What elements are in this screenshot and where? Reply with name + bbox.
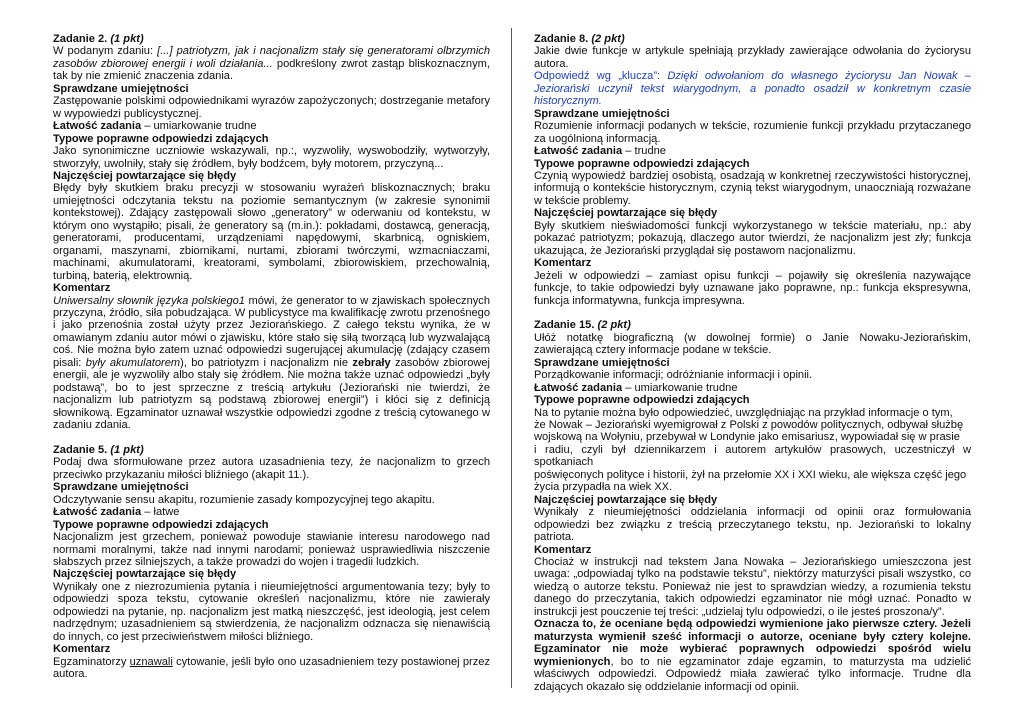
- right-column: [534, 33, 971, 693]
- task15-points: (2 pkt): [597, 319, 631, 332]
- task2-ease: [53, 120, 490, 132]
- task2-quote: [...] patriotyzm, jak i nacjonalizm stały się generatorami olbrzymich zasobów zbiorowej energii i woli działania...: [53, 45, 490, 70]
- task8-ease-label: Łatwość zadania: [534, 145, 623, 158]
- task15-title: Zadanie 15.: [534, 319, 595, 332]
- task8-skills-heading: Sprawdzane umiejętności: [534, 107, 670, 120]
- task5-comment: [53, 656, 490, 681]
- task15-final: , bo to nie egzaminator zdaje egzamin, to maturzysta ma udzielić właściwych odpowiedzi. Odpowiedź miała zawierać tylko informacje. Trudne dla zdających okazało się oddzielanie informacji od opinii.: [534, 655, 971, 693]
- task5-comment-b: cytowanie, jeśli było ono uzasadnieniem tezy postawionej przez autora.: [53, 655, 490, 681]
- task8-comment: Jeżeli w odpowiedzi – zamiast opisu funkcji – pojawiły się określenia nazywające funkcje, to takie odpowiedzi były uznawane jako poprawne, np.: funkcja ekspresywna, funkcja informatywna, funkcja impresywna.: [534, 269, 971, 307]
- task15-errors-heading: Najczęściej powtarzające się błędy: [534, 493, 718, 506]
- task5-errors-heading: Najczęściej powtarzające się błędy: [53, 568, 237, 581]
- task15-answers-line-2: że Nowak – Jeziorański wyemigrował z Polski z powodów politycznych, odbywał służbę wojskową na Wołyniu, przebywał w Londynie jako emisariusz, wypowiadał się w prasie: [534, 419, 964, 444]
- task2-comment-b: ), bo patriotyzm i nacjonalizm nie: [180, 356, 353, 369]
- task5-answers: Nacjonalizm jest grzechem, ponieważ powoduje stawianie interesu narodowego nad normami moralnymi, także nad innymi narodami; ponieważ usprawiedliwia niszczenie słabszych przez silniejszych, a także prowadzi do wojen i tragedii ludzkich.: [53, 531, 490, 569]
- task8-points: (2 pkt): [591, 33, 625, 45]
- task8-key-answer: [534, 70, 971, 107]
- task15-answers-line-3: i radiu, czyli był dziennikarzem i autorem artykułów prasowych, uczestniczył w spotkaniach: [534, 443, 971, 469]
- task5-title: Zadanie 5.: [53, 443, 108, 456]
- task5-ease-label: Łatwość zadania: [53, 506, 142, 519]
- left-column: [53, 33, 490, 681]
- task2-answers: Jako synonimiczne uczniowie wskazywali, np.:, wyzwoliły, wyswobodziły, wytworzyły, stworzyły, uwolniły, stały się źródłem, były bodźcem, były motorem, przyczyną...: [53, 145, 490, 170]
- task15-answers-heading: Typowe poprawne odpowiedzi zdających: [534, 394, 750, 407]
- task2-comment-emph: zebrały: [352, 356, 391, 369]
- task15-ease-value: – umiarkowanie trudne: [622, 381, 738, 394]
- task2-prompt-b: podkreślony zwrot zastąp bliskoznacznym, tak by nie zmienić znaczenia zdania.: [53, 57, 490, 83]
- task15-comment: Chociaż w instrukcji nad tekstem Jana Nowaka – Jeziorańskiego umieszczona jest uwaga: „odpowiadaj tylko na podstawie tekstu”, niektórzy maturzyści pisali wszystko, co wiedzą o autorze tekstu. Ponieważ nie jest to sprawdzian wiedzy, a rozumienia tekstu danego do przeczytania, takich odpowiedzi egzaminator nie mógł uznać. Ponadto w instrukcji jest pouczenie tej treści: „udzielaj tylu odpowiedzi, o ile jesteś proszona/y”.: [534, 556, 971, 618]
- task15-prompt: Ułóż notatkę biograficzną (w dowolnej formie) o Janie Nowaku-Jeziorańskim, zawierającą cztery informacje podane w tekście.: [534, 331, 971, 357]
- task2-prompt: [53, 45, 490, 82]
- task15-heading: [534, 319, 971, 331]
- task15-errors: Wynikały z nieumiejętności oddzielania informacji od opinii oraz formułowania odpowiedzi bez związku z treścią przeczytanego tekstu, np. Jeziorański to lokalny patriota.: [534, 506, 971, 544]
- task8-ease-value: – trudne: [622, 145, 666, 158]
- task2-comment-source: Uniwersalny słownik języka polskiego1: [53, 294, 245, 307]
- task2-skills: Zastępowanie polskimi odpowiednikami wyrazów zapożyczonych; dostrzeganie metafory w wypowiedzi publicystycznej.: [53, 95, 490, 120]
- task2-comment-quote: były akumulatorem: [85, 356, 181, 369]
- task2-answers-heading: Typowe poprawne odpowiedzi zdających: [53, 132, 269, 145]
- task5-heading: [53, 444, 490, 456]
- task2-comment-c: zasobów zbiorowej energii, ale je wyzwoliły albo stały się źródłem. Nie można także uznać odpowiedzi „były podstawą”, bo to jest sprzeczne z treścią artykułu (Jeziorański nie twierdzi, że nacjonalizm lub patriotyzm są podstawą zbiorowej energii”) i kłóci się z definicją słownikową. Egzaminator uznawał wszystkie odpowiedzi zgodne z treścią cytowanego w zadaniu zdania.: [53, 356, 491, 432]
- task15-ease-label: Łatwość zadania: [534, 381, 623, 394]
- task15-answers-line-4: poświęconych polityce i historii, żył na przełomie XX i XXI wieku, ale większa część jego życia przypadła na wiek XX.: [534, 468, 967, 494]
- task8-key-text: Dzięki odwołaniom do własnego życiorysu Jan Nowak – Jeziorański uczynił tekst wiarygodnym, a ponadto osadził w konkretnym czasie historycznym.: [534, 70, 971, 108]
- task2-comment-heading: Komentarz: [53, 282, 111, 295]
- task2-comment-a: mówi, że generator to w zjawiskach społecznych przyczyna, źródło, siła pobudzająca. W publicystyce ma kwalifikację zwrotu przenośnego i jako przenośnia został użyty przez Jeziorańskiego. Z całego tekstu wynika, że w omawianym zdaniu autor mówi o zjawisku, które stało się siłą tworzącą lub wyzwalającą coś. Nie można było zatem uznać odpowiedzi sugerującej akumulację (zdający czasem pisali:: [53, 294, 491, 369]
- task5-errors: Wynikały one z niezrozumienia pytania i nieumiejętności argumentowania tezy; były to odpowiedzi spoza tekstu, cytowanie określeń nacjonalizmu, które nie zawierały odpowiedzi na pytanie, np. nacjonalizm jest matką nieszczęść, jest ideologią, jest celem nadrzędnym; uzasadnieniem są stwierdzenia, że nacjonalizm odznacza się nienawiścią do innych, co jest przeciwieństwem miłości bliźniego.: [53, 580, 490, 643]
- task8-answers-heading: Typowe poprawne odpowiedzi zdających: [534, 157, 750, 170]
- task5-ease: [53, 506, 490, 518]
- task8-errors: Były skutkiem nieświadomości funkcji wykorzystanego w tekście materiału, np.: aby pokazać patriotyzm; pokazują, dlaczego autor twierdzi, że nacjonalizm jest zły; funkcja ukazująca, że Jeziorański przyglądał się postawom nacjonalizmu.: [534, 219, 971, 257]
- task5-skills: Odczytywanie sensu akapitu, rozumienie zasady kompozycyjnej tego akapitu.: [53, 493, 435, 506]
- task5-comment-a: Egzaminatorzy: [53, 655, 130, 668]
- task8-heading: [534, 33, 971, 45]
- task8-answers: Czynią wypowiedź bardziej osobistą, osadzają w konkretnej rzeczywistości historycznej, informują o kontekście historycznym, czynią tekst wiarygodnym, unaoczniają rozważane w tekście problemy.: [534, 169, 971, 207]
- task2-errors: Błędy były skutkiem braku precyzji w stosowaniu wyrażeń bliskoznacznych; braku umiejętności odczytania tekstu na poziomie semantycznym (w zakresie synonimii kontekstowej). Zdający zastępowali słowo „generatory” w oderwaniu od kontekstu, w którym ono wystąpiło; pisali, że generatory są (m.in.): pokładami, dostawcą, generacją, generatorami, producentami, urządzeniami napędowymi, skarbnicą, ogniskiem, organami, maszynami, zbiornikami, nurtami, zbiorami twórczymi, wzmacniaczami, machinami, akumulatorami, kreatorami, symbolami, zbiorowiskiem, przechowalnią, turbiną, baterią, elektrownią.: [53, 182, 490, 282]
- task5-points: (1 pkt): [110, 443, 144, 456]
- task8-ease: [534, 145, 971, 157]
- task8-skills: Rozumienie informacji podanych w tekście, rozumienie funkcji przykładu przytaczanego za uogólnioną informacją.: [534, 120, 971, 145]
- task8-title: Zadanie 8.: [534, 33, 589, 45]
- column-divider: [511, 28, 512, 688]
- task15-note: [534, 618, 971, 693]
- task2-skills-heading: Sprawdzane umiejętności: [53, 82, 189, 95]
- task8-errors-heading: Najczęściej powtarzające się błędy: [534, 207, 718, 220]
- task2-title: Zadanie 2.: [53, 33, 108, 45]
- task5-comment-underlined: uznawali: [129, 655, 173, 668]
- task2-comment: [53, 295, 490, 432]
- task5-comment-heading: Komentarz: [53, 643, 111, 656]
- task15-comment-heading: Komentarz: [534, 543, 592, 556]
- task15-ease: [534, 382, 971, 394]
- task5-answers-heading: Typowe poprawne odpowiedzi zdających: [53, 518, 269, 531]
- task5-skills-heading: Sprawdzane umiejętności: [53, 481, 189, 494]
- task15-skills-heading: Sprawdzane umiejętności: [534, 356, 670, 369]
- task5-prompt: Podaj dwa sformułowane przez autora uzasadnienia tezy, że nacjonalizm to grzech przeciwko przykazaniu miłości bliźniego (akapit 11.).: [53, 456, 490, 481]
- task8-comment-heading: Komentarz: [534, 257, 592, 270]
- task5-ease-value: – łatwe: [141, 506, 180, 519]
- task2-prompt-a: W podanym zdaniu:: [53, 45, 158, 58]
- task8-key-label: Odpowiedź wg „klucza”:: [534, 70, 668, 83]
- task2-points: (1 pkt): [110, 33, 144, 45]
- task2-heading: [53, 33, 490, 45]
- task15-skills: Porządkowanie informacji; odróżnianie informacji i opinii.: [534, 369, 813, 382]
- task2-ease-label: Łatwość zadania: [53, 120, 142, 133]
- task2-ease-value: – umiarkowanie trudne: [141, 120, 257, 133]
- task2-errors-heading: Najczęściej powtarzające się błędy: [53, 169, 237, 182]
- task15-answers-line-1: Na to pytanie można było odpowiedzieć, uwzględniając na przykład informacje o tym,: [534, 406, 953, 419]
- task15-bold-note: Oznacza to, że oceniane będą odpowiedzi wymienione jako pierwsze cztery. Jeżeli maturzysta wymienił sześć informacji o autorze, oceniane były cztery kolejne. Egzaminator nie może wybierać poprawnych odpowiedzi spośród wielu wymienionych: [534, 618, 971, 668]
- task8-prompt: Jakie dwie funkcje w artykule spełniają przykłady zawierające odwołania do życiorysu autora.: [534, 45, 971, 70]
